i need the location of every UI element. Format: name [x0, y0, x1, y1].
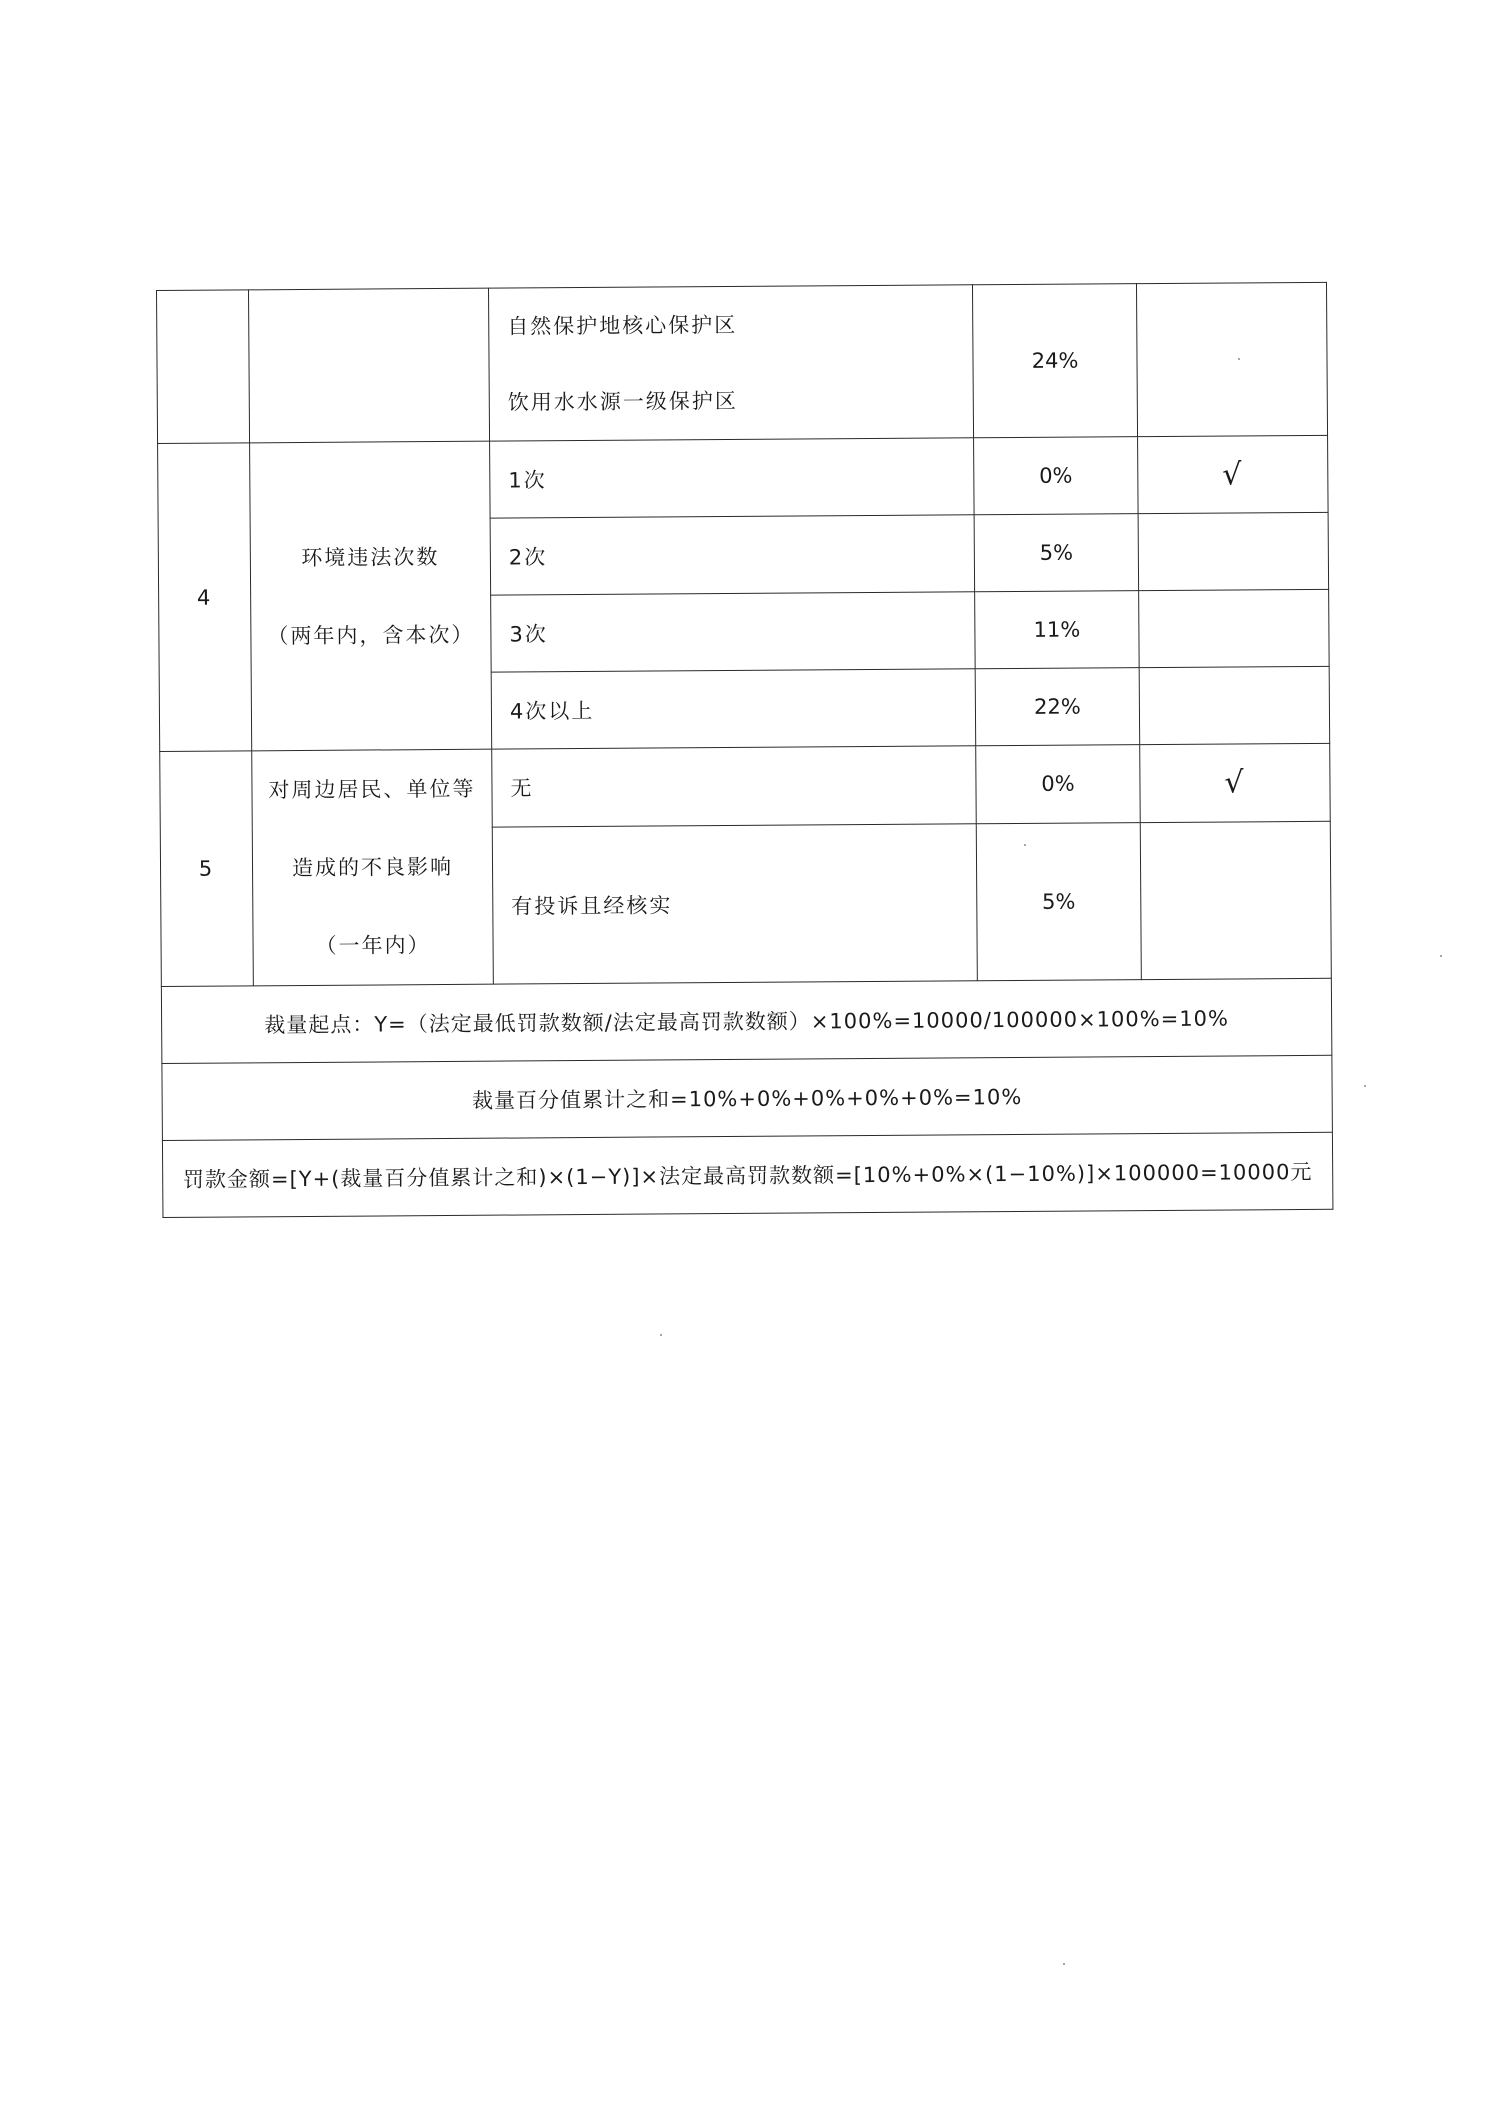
item-line: 环境违法次数 [301, 544, 440, 570]
item-line: （两年内，含本次） [267, 622, 475, 648]
discretion-start-point-text: 裁量起点：Y=（法定最低罚款数额/法定最高罚款数额）×100%=10000/100000×100%=10% [161, 978, 1332, 1063]
fine-amount-text: 罚款金额=[Y+(裁量百分值累计之和)×(1−Y)]×法定最高罚款数额=[10%+0%×(1−10%)]×100000=10000元 [162, 1132, 1333, 1217]
summary-row-fine-amount [162, 1132, 1333, 1217]
check-cell [1139, 666, 1330, 744]
table-row-adverse-impact [160, 743, 1331, 829]
percent-cell: 0% [974, 437, 1139, 515]
percent-sum-text: 裁量百分值累计之和=10%+0%+0%+0%+0%=10% [162, 1055, 1333, 1140]
check-mark: √ [1138, 435, 1329, 513]
option-label: 3次 [491, 592, 976, 672]
item-line: 对周边居民、单位等 [268, 776, 476, 803]
option-label: 无 [492, 746, 977, 827]
option-cell [488, 285, 973, 441]
option-label: 自然保护地核心保护区 [507, 312, 738, 339]
scan-speck [1063, 1963, 1065, 1965]
check-mark: √ [1140, 743, 1331, 822]
percent-cell: 5% [974, 514, 1139, 592]
summary-row-start-point [161, 978, 1332, 1063]
scan-speck [1238, 358, 1240, 360]
item-line: （一年内） [315, 933, 431, 958]
percent-cell: 0% [976, 745, 1141, 824]
scan-speck [1364, 1085, 1366, 1087]
item-cell [250, 441, 492, 751]
option-label: 2次 [490, 515, 975, 595]
option-label: 4次以上 [491, 669, 976, 749]
scoring-table-sheet [156, 282, 1332, 1218]
scan-speck [1024, 844, 1026, 846]
percent-cell: 22% [975, 668, 1140, 746]
option-label: 饮用水水源一级保护区 [507, 388, 738, 415]
row-index-cell: 4 [158, 443, 252, 752]
discretion-scoring-table [156, 282, 1333, 1218]
check-cell [1140, 821, 1331, 979]
option-label: 1次 [490, 438, 975, 518]
option-label: 有投诉且经核实 [492, 824, 977, 984]
check-cell [1138, 512, 1329, 590]
percent-cell: 11% [975, 591, 1140, 669]
check-cell [1139, 589, 1330, 667]
row-index-cell: 5 [160, 751, 254, 987]
percent-cell: 24% [972, 284, 1137, 438]
item-cell [252, 749, 494, 986]
scan-speck [1440, 955, 1442, 957]
table-row-violation-count [158, 435, 1329, 520]
item-line: 造成的不良影响 [291, 854, 454, 881]
check-cell [1136, 282, 1327, 436]
scan-speck [660, 1334, 662, 1336]
percent-cell: 5% [976, 823, 1141, 981]
row-index-cell [157, 290, 250, 444]
item-cell [249, 288, 490, 443]
summary-row-percent-sum [162, 1055, 1333, 1140]
table-row-protected-area [157, 282, 1328, 443]
